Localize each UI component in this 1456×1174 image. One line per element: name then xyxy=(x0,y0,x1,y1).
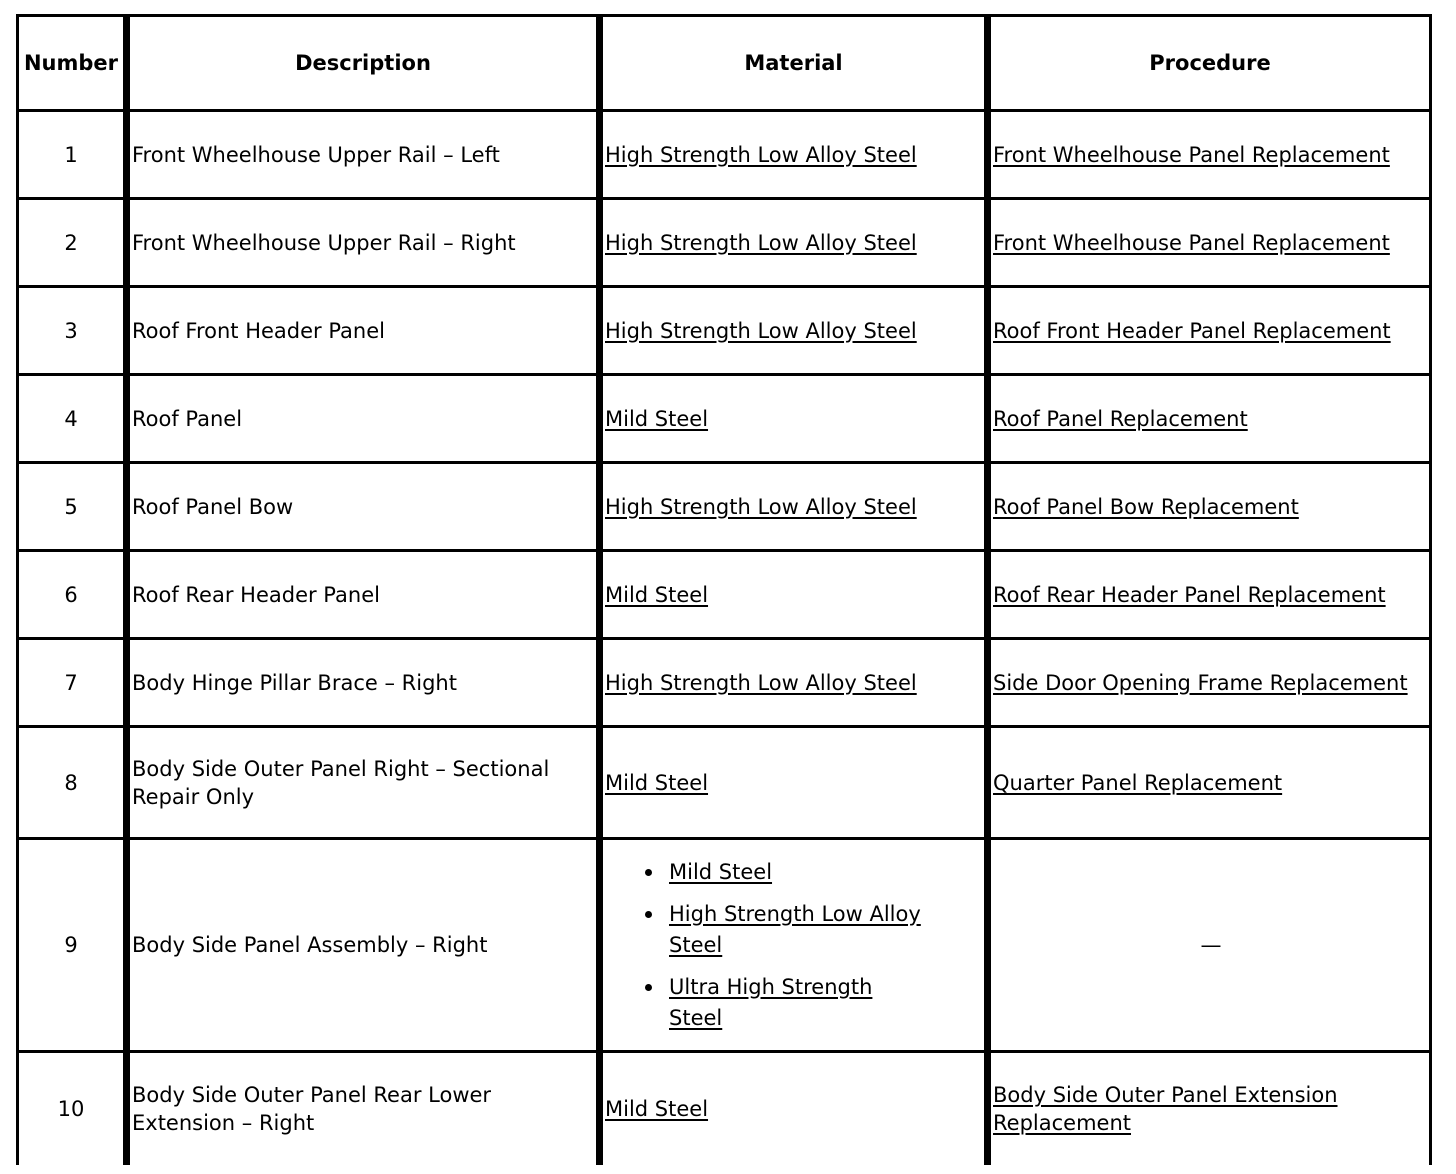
table-row xyxy=(16,461,1432,549)
procedure-link[interactable]: Side Door Opening Frame Replacement xyxy=(993,670,1408,695)
row-material-cell xyxy=(596,197,984,285)
parts-table-container xyxy=(16,14,1432,1174)
material-link[interactable]: High Strength Low Alloy Steel xyxy=(669,901,921,957)
material-link[interactable]: Mild Steel xyxy=(669,859,773,884)
table-row xyxy=(16,109,1432,197)
row-description: Front Wheelhouse Upper Rail – Right xyxy=(123,197,596,285)
row-number: 4 xyxy=(16,373,123,461)
row-description: Front Wheelhouse Upper Rail – Left xyxy=(123,109,596,197)
row-material-cell xyxy=(596,837,984,1050)
table-row xyxy=(16,549,1432,637)
table-row xyxy=(16,197,1432,285)
row-procedure-cell xyxy=(984,637,1432,725)
row-description: Body Side Panel Assembly – Right xyxy=(123,837,596,1050)
material-link[interactable]: High Strength Low Alloy Steel xyxy=(605,318,917,343)
material-list xyxy=(605,857,984,1034)
table-row xyxy=(16,373,1432,461)
row-procedure-cell xyxy=(984,725,1432,837)
row-number: 7 xyxy=(16,637,123,725)
row-procedure-cell xyxy=(984,1050,1432,1165)
list-item xyxy=(665,857,929,888)
row-description: Body Hinge Pillar Brace – Right xyxy=(123,637,596,725)
procedure-link[interactable]: Roof Rear Header Panel Replacement xyxy=(993,582,1386,607)
row-number: 8 xyxy=(16,725,123,837)
row-procedure-cell xyxy=(984,373,1432,461)
row-number: 10 xyxy=(16,1050,123,1165)
row-description: Roof Panel Bow xyxy=(123,461,596,549)
row-number: 9 xyxy=(16,837,123,1050)
procedure-link[interactable]: Roof Panel Replacement xyxy=(993,406,1248,431)
header-material: Material xyxy=(596,14,984,109)
procedure-link[interactable]: Quarter Panel Replacement xyxy=(993,770,1283,795)
list-item xyxy=(665,972,929,1034)
parts-table xyxy=(16,14,1432,1165)
row-material-cell xyxy=(596,285,984,373)
material-link[interactable]: High Strength Low Alloy Steel xyxy=(605,230,917,255)
row-material-cell xyxy=(596,109,984,197)
header-number: Number xyxy=(16,14,123,109)
row-description: Roof Rear Header Panel xyxy=(123,549,596,637)
row-procedure-cell xyxy=(984,549,1432,637)
row-description: Roof Panel xyxy=(123,373,596,461)
row-procedure-empty: — xyxy=(984,837,1432,1050)
material-link[interactable]: Mild Steel xyxy=(605,406,709,431)
material-link[interactable]: High Strength Low Alloy Steel xyxy=(605,670,917,695)
row-material-cell xyxy=(596,549,984,637)
row-material-cell xyxy=(596,461,984,549)
material-link[interactable]: Mild Steel xyxy=(605,1097,709,1121)
material-link[interactable]: Mild Steel xyxy=(605,770,709,795)
row-number: 2 xyxy=(16,197,123,285)
table-row xyxy=(16,725,1432,837)
table-row xyxy=(16,837,1432,1050)
row-description: Body Side Outer Panel Right – Sectional Repair Only xyxy=(123,725,596,837)
row-number: 5 xyxy=(16,461,123,549)
procedure-link[interactable]: Front Wheelhouse Panel Replacement xyxy=(993,142,1390,167)
row-procedure-cell xyxy=(984,197,1432,285)
table-row xyxy=(16,285,1432,373)
list-item xyxy=(665,899,929,961)
material-link[interactable]: High Strength Low Alloy Steel xyxy=(605,494,917,519)
table-header-row xyxy=(16,14,1432,109)
procedure-link[interactable]: Body Side Outer Panel Extension Replacement xyxy=(993,1083,1338,1135)
material-link[interactable]: Ultra High Strength Steel xyxy=(669,974,873,1030)
material-link[interactable]: High Strength Low Alloy Steel xyxy=(605,142,917,167)
row-description: Body Side Outer Panel Rear Lower Extension – Right xyxy=(123,1050,596,1165)
procedure-link[interactable]: Roof Panel Bow Replacement xyxy=(993,494,1299,519)
table-row xyxy=(16,637,1432,725)
row-material-cell xyxy=(596,1050,984,1165)
procedure-link[interactable]: Front Wheelhouse Panel Replacement xyxy=(993,230,1390,255)
header-procedure: Procedure xyxy=(984,14,1432,109)
material-link[interactable]: Mild Steel xyxy=(605,582,709,607)
row-number: 6 xyxy=(16,549,123,637)
row-material-cell xyxy=(596,373,984,461)
header-description: Description xyxy=(123,14,596,109)
row-description: Roof Front Header Panel xyxy=(123,285,596,373)
row-procedure-cell xyxy=(984,109,1432,197)
row-procedure-cell xyxy=(984,285,1432,373)
row-material-cell xyxy=(596,725,984,837)
table-row xyxy=(16,1050,1432,1165)
row-material-cell xyxy=(596,637,984,725)
row-procedure-cell xyxy=(984,461,1432,549)
row-number: 1 xyxy=(16,109,123,197)
procedure-link[interactable]: Roof Front Header Panel Replacement xyxy=(993,318,1391,343)
row-number: 3 xyxy=(16,285,123,373)
